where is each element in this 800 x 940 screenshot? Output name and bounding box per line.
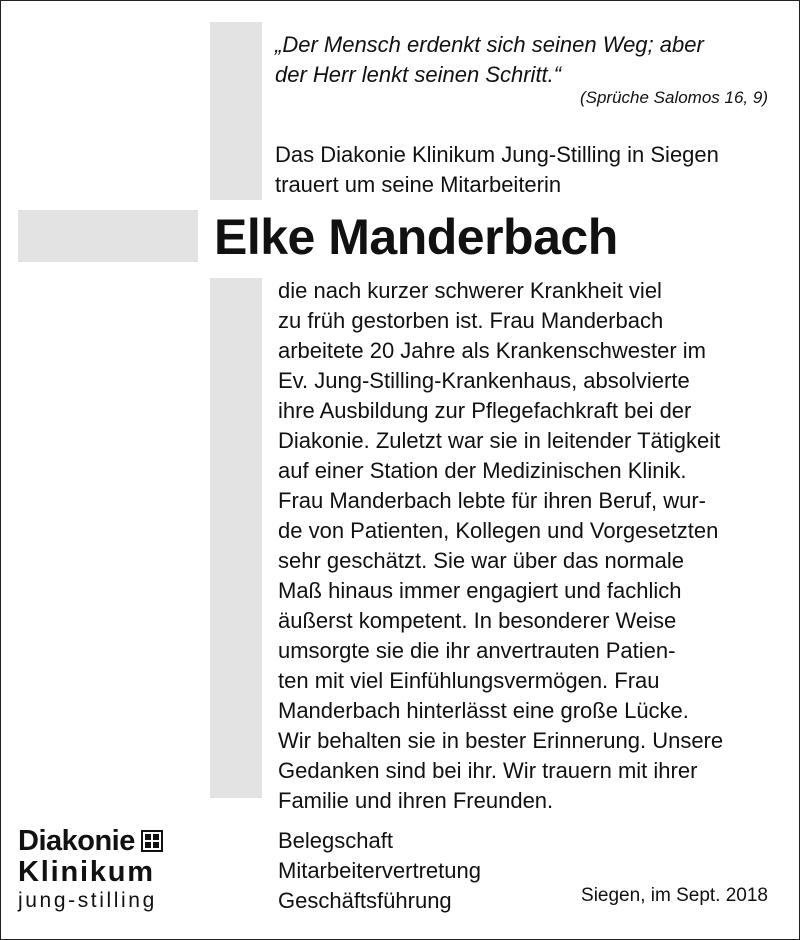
body-line: Ev. Jung-Stilling-Krankenhaus, absolvierte: [278, 368, 690, 393]
signer: Geschäftsführung: [278, 888, 452, 913]
logo-word-jung-stilling: jung-stilling: [18, 889, 157, 912]
body-line: Gedanken sind bei ihr. Wir trauern mit ihrer: [278, 758, 698, 783]
body-line: Familie und ihren Freunden.: [278, 788, 554, 813]
body-line: de von Patienten, Kollegen und Vorgesetzten: [278, 518, 719, 543]
intro-line: Das Diakonie Klinikum Jung-Stilling in Siegen: [275, 142, 719, 167]
cross-arm-bar: [18, 210, 198, 262]
intro-text: [275, 140, 785, 200]
body-line: Manderbach hinterlässt eine große Lücke.: [278, 698, 689, 723]
cross-top-bar: [210, 22, 262, 200]
diakonie-logo: [18, 826, 193, 914]
obituary-body: [278, 276, 778, 816]
body-line: umsorgte sie die ihr anvertrauten Patien-: [278, 638, 676, 663]
body-line: Maß hinaus immer engagiert und fachlich: [278, 578, 682, 603]
body-line: arbeitete 20 Jahre als Krankenschwester im: [278, 338, 706, 363]
deceased-name: Elke Manderbach: [214, 209, 618, 265]
quote-source: (Sprüche Salomos 16, 9): [579, 88, 768, 107]
cross-bottom-bar: [210, 278, 262, 798]
body-line: äußerst kompetent. In besonderer Weise: [278, 608, 677, 633]
body-line: Wir behalten sie in bester Erinnerung. Unsere: [278, 728, 724, 753]
body-line: Diakonie. Zuletzt war sie in leitender Tätigkeit: [278, 428, 721, 453]
logo-word-klinikum: Klinikum: [18, 856, 155, 888]
quote-line: „Der Mensch erdenkt sich seinen Weg; aber: [275, 32, 704, 57]
body-line: sehr geschätzt. Sie war über das normale: [278, 548, 684, 573]
logo-word-diakonie: Diakonie: [18, 825, 135, 857]
signers-list: [278, 826, 481, 916]
quote-line: der Herr lenkt seinen Schritt.“: [275, 62, 562, 87]
intro-line: trauert um seine Mitarbeiterin: [275, 172, 562, 197]
body-line: ten mit viel Einfühlungsvermögen. Frau: [278, 668, 660, 693]
signer: Mitarbeitervertretung: [278, 858, 481, 883]
body-line: ihre Ausbildung zur Pflegefachkraft bei der: [278, 398, 692, 423]
body-line: auf einer Station der Medizinischen Klinik.: [278, 458, 687, 483]
place-date: Siegen, im Sept. 2018: [581, 885, 768, 906]
body-line: die nach kurzer schwerer Krankheit viel: [278, 278, 662, 303]
body-line: zu früh gestorben ist. Frau Manderbach: [278, 308, 664, 333]
body-line: Frau Manderbach lebte für ihren Beruf, wur-: [278, 488, 706, 513]
signer: Belegschaft: [278, 828, 393, 853]
bible-quote: [275, 30, 775, 90]
diakonie-cross-icon: [141, 830, 163, 852]
